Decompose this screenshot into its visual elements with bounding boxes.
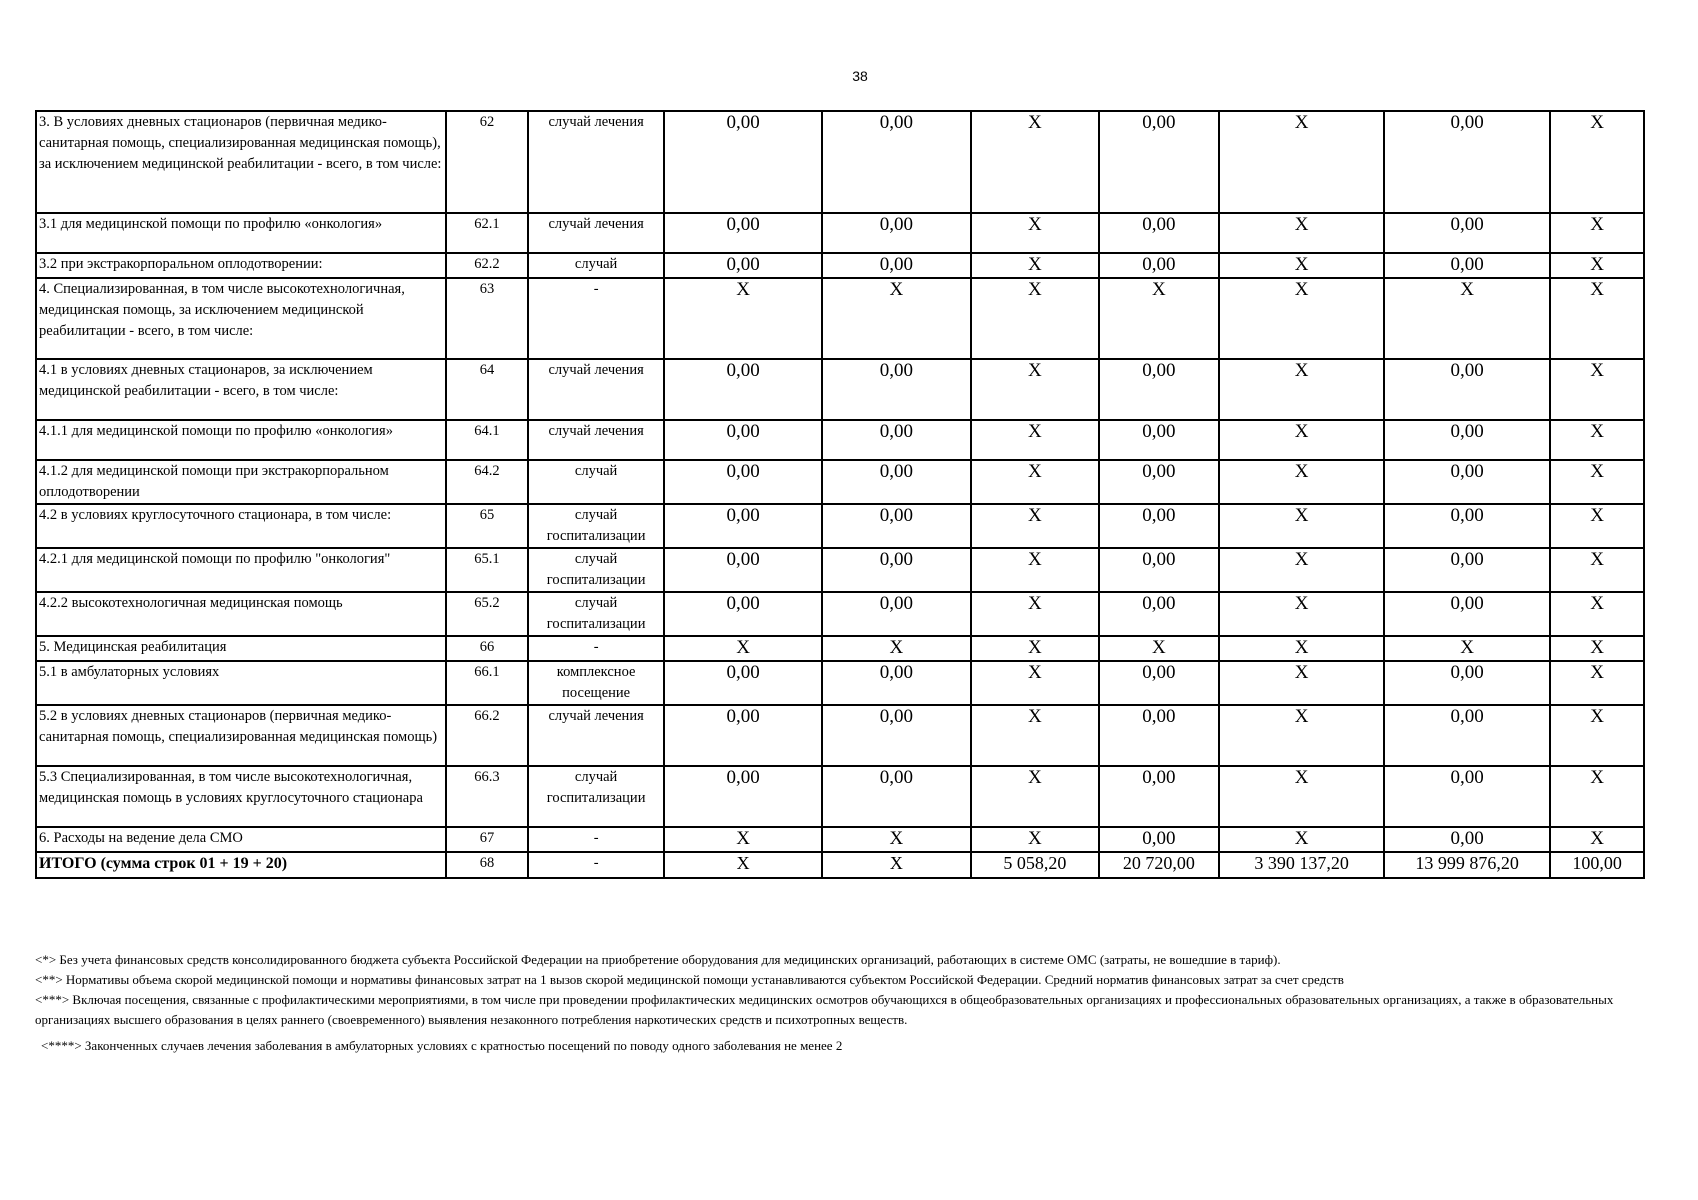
value-cell: 0,00 — [1384, 661, 1550, 705]
table-row — [36, 548, 1644, 592]
value-cell: X — [1219, 548, 1384, 592]
table-row — [36, 460, 1644, 504]
value-cell: X — [971, 661, 1099, 705]
value-cell: X — [1219, 827, 1384, 852]
value-cell: X — [1219, 705, 1384, 766]
value-cell: 0,00 — [1099, 420, 1219, 460]
row-code-cell: 67 — [446, 827, 528, 852]
value-cell: X — [822, 636, 971, 661]
value-cell: X — [1550, 111, 1644, 213]
value-cell: X — [1550, 504, 1644, 548]
value-cell: X — [1219, 278, 1384, 359]
value-cell: 0,00 — [1099, 213, 1219, 253]
row-name-cell: 5.2 в условиях дневных стационаров (первичная медико-санитарная помощь, специализированная медицинская помощь) — [36, 705, 446, 766]
footnote-1: <*> Без учета финансовых средств консолидированного бюджета субъекта Российской Федерации на приобретение оборудования для медицинских организаций, работающих в системе ОМС (затраты, не вошедшие в тариф). — [35, 952, 1281, 967]
row-unit-cell: случай лечения — [528, 359, 664, 420]
value-cell: 0,00 — [1099, 504, 1219, 548]
value-cell: X — [822, 852, 971, 878]
value-cell: X — [971, 766, 1099, 827]
row-unit-cell: случай госпитализации — [528, 548, 664, 592]
value-cell: 0,00 — [822, 420, 971, 460]
value-cell: 0,00 — [664, 359, 822, 420]
value-cell: 0,00 — [822, 548, 971, 592]
value-cell: X — [1550, 661, 1644, 705]
value-cell: X — [1219, 636, 1384, 661]
value-cell: 0,00 — [1384, 827, 1550, 852]
row-name-cell: 4.2.2 высокотехнологичная медицинская помощь — [36, 592, 446, 636]
value-cell: 0,00 — [1099, 661, 1219, 705]
table-row — [36, 661, 1644, 705]
value-cell: 3 390 137,20 — [1219, 852, 1384, 878]
row-name-cell: 4.1.1 для медицинской помощи по профилю «онкология» — [36, 420, 446, 460]
value-cell: 0,00 — [822, 359, 971, 420]
row-unit-cell: случай лечения — [528, 111, 664, 213]
row-name-cell: ИТОГО (сумма строк 01 + 19 + 20) — [36, 852, 446, 878]
value-cell: X — [971, 504, 1099, 548]
table-row — [36, 705, 1644, 766]
row-code-cell: 64.1 — [446, 420, 528, 460]
value-cell: 0,00 — [1384, 111, 1550, 213]
value-cell: X — [1550, 636, 1644, 661]
row-code-cell: 64 — [446, 359, 528, 420]
row-code-cell: 66.3 — [446, 766, 528, 827]
value-cell: X — [1550, 420, 1644, 460]
value-cell: 0,00 — [664, 253, 822, 278]
value-cell: X — [1219, 213, 1384, 253]
value-cell: 0,00 — [1384, 460, 1550, 504]
value-cell: 0,00 — [822, 253, 971, 278]
value-cell: X — [1219, 592, 1384, 636]
value-cell: 0,00 — [822, 592, 971, 636]
value-cell: X — [1550, 827, 1644, 852]
row-name-cell: 4.1 в условиях дневных стационаров, за исключением медицинской реабилитации - всего, в том числе: — [36, 359, 446, 420]
value-cell: 0,00 — [664, 420, 822, 460]
value-cell: 100,00 — [1550, 852, 1644, 878]
value-cell: 20 720,00 — [1099, 852, 1219, 878]
value-cell: X — [1099, 636, 1219, 661]
value-cell: X — [971, 592, 1099, 636]
value-cell: 0,00 — [664, 705, 822, 766]
value-cell: X — [822, 827, 971, 852]
value-cell: 0,00 — [1384, 705, 1550, 766]
value-cell: X — [1550, 359, 1644, 420]
table-row — [36, 766, 1644, 827]
row-unit-cell: случай — [528, 460, 664, 504]
footnote-2: <**> Нормативы объема скорой медицинской помощи и нормативы финансовых затрат на 1 вызов скорой медицинской помощи устанавливаются субъектом Российской Федерации. Средний норматив финансовых затрат за счет средств — [35, 972, 1344, 987]
value-cell: 0,00 — [1384, 213, 1550, 253]
row-name-cell: 3. В условиях дневных стационаров (первичная медико-санитарная помощь, специализированная медицинская помощь), за исключением медицинской реабилитации - всего, в том числе: — [36, 111, 446, 213]
row-unit-cell: - — [528, 278, 664, 359]
footnote-4: <****> Законченных случаев лечения заболевания в амбулаторных условиях с кратностью посещений по поводу одного заболевания не менее 2 — [41, 1038, 843, 1053]
value-cell: X — [1219, 111, 1384, 213]
value-cell: X — [664, 852, 822, 878]
value-cell: X — [1219, 420, 1384, 460]
row-unit-cell: случай госпитализации — [528, 504, 664, 548]
row-name-cell: 4.2 в условиях круглосуточного стационара, в том числе: — [36, 504, 446, 548]
value-cell: 0,00 — [664, 504, 822, 548]
table-row — [36, 359, 1644, 420]
table-row — [36, 111, 1644, 213]
value-cell: X — [1219, 504, 1384, 548]
value-cell: X — [1550, 705, 1644, 766]
value-cell: X — [1219, 359, 1384, 420]
row-code-cell: 65.2 — [446, 592, 528, 636]
value-cell: 0,00 — [1384, 548, 1550, 592]
data-table — [35, 110, 1645, 879]
row-name-cell: 6. Расходы на ведение дела СМО — [36, 827, 446, 852]
value-cell: 0,00 — [664, 548, 822, 592]
row-unit-cell: - — [528, 636, 664, 661]
value-cell: 0,00 — [1099, 766, 1219, 827]
value-cell: X — [971, 253, 1099, 278]
value-cell: 0,00 — [1099, 253, 1219, 278]
value-cell: X — [1550, 592, 1644, 636]
value-cell: X — [971, 420, 1099, 460]
value-cell: X — [971, 460, 1099, 504]
value-cell: 0,00 — [1384, 359, 1550, 420]
footnote-3: <***> Включая посещения, связанные с профилактическими мероприятиями, в том числе при проведении профилактических медицинских осмотров обучающихся в общеобразовательных организациях и профессиональных образовательных организациях, а также в образовательных организациях высшего образования в целях раннего (своевременного) выявления незаконного потребления наркотических средств и психотропных веществ. — [35, 992, 1614, 1027]
value-cell: X — [971, 111, 1099, 213]
page-number: 38 — [852, 68, 868, 84]
row-name-cell: 3.2 при экстракорпоральном оплодотворении: — [36, 253, 446, 278]
row-unit-cell: случай лечения — [528, 420, 664, 460]
row-unit-cell: комплексное посещение — [528, 661, 664, 705]
row-code-cell: 68 — [446, 852, 528, 878]
value-cell: X — [971, 213, 1099, 253]
row-code-cell: 63 — [446, 278, 528, 359]
value-cell: 0,00 — [664, 766, 822, 827]
row-name-cell: 5.1 в амбулаторных условиях — [36, 661, 446, 705]
table-row — [36, 213, 1644, 253]
row-unit-cell: случай госпитализации — [528, 766, 664, 827]
value-cell: 0,00 — [1384, 504, 1550, 548]
value-cell: X — [1219, 460, 1384, 504]
value-cell: 0,00 — [1099, 705, 1219, 766]
row-name-cell: 5. Медицинская реабилитация — [36, 636, 446, 661]
value-cell: 0,00 — [664, 661, 822, 705]
value-cell: X — [664, 827, 822, 852]
row-code-cell: 62 — [446, 111, 528, 213]
value-cell: 0,00 — [1099, 460, 1219, 504]
row-name-cell: 4. Специализированная, в том числе высокотехнологичная, медицинская помощь, за исключением медицинской реабилитации - всего, в том числе: — [36, 278, 446, 359]
row-code-cell: 66.1 — [446, 661, 528, 705]
value-cell: 0,00 — [822, 111, 971, 213]
row-unit-cell: случай лечения — [528, 705, 664, 766]
value-cell: X — [1550, 766, 1644, 827]
value-cell: 0,00 — [1384, 766, 1550, 827]
value-cell: 0,00 — [822, 661, 971, 705]
value-cell: 0,00 — [1099, 359, 1219, 420]
value-cell: 0,00 — [1099, 592, 1219, 636]
value-cell: X — [1384, 636, 1550, 661]
value-cell: X — [1550, 253, 1644, 278]
row-code-cell: 62.1 — [446, 213, 528, 253]
row-unit-cell: - — [528, 852, 664, 878]
value-cell: 0,00 — [822, 766, 971, 827]
value-cell: X — [1219, 253, 1384, 278]
value-cell: 0,00 — [1099, 827, 1219, 852]
value-cell: X — [664, 636, 822, 661]
row-code-cell: 65 — [446, 504, 528, 548]
row-code-cell: 66.2 — [446, 705, 528, 766]
value-cell: X — [971, 278, 1099, 359]
value-cell: 0,00 — [1099, 548, 1219, 592]
row-name-cell: 4.2.1 для медицинской помощи по профилю "онкология" — [36, 548, 446, 592]
table-row — [36, 592, 1644, 636]
value-cell: X — [971, 359, 1099, 420]
row-unit-cell: - — [528, 827, 664, 852]
value-cell: 0,00 — [822, 705, 971, 766]
table-row — [36, 253, 1644, 278]
value-cell: 0,00 — [822, 213, 971, 253]
value-cell: 0,00 — [1384, 253, 1550, 278]
table-row — [36, 636, 1644, 661]
row-name-cell: 3.1 для медицинской помощи по профилю «онкология» — [36, 213, 446, 253]
row-code-cell: 66 — [446, 636, 528, 661]
value-cell: X — [971, 548, 1099, 592]
table-body — [36, 111, 1644, 878]
value-cell: 13 999 876,20 — [1384, 852, 1550, 878]
row-name-cell: 4.1.2 для медицинской помощи при экстракорпоральном оплодотворении — [36, 460, 446, 504]
table-row — [36, 504, 1644, 548]
value-cell: 0,00 — [664, 592, 822, 636]
value-cell: X — [1099, 278, 1219, 359]
value-cell: X — [1550, 278, 1644, 359]
value-cell: 0,00 — [664, 213, 822, 253]
value-cell: 5 058,20 — [971, 852, 1099, 878]
value-cell: 0,00 — [1384, 592, 1550, 636]
value-cell: X — [664, 278, 822, 359]
value-cell: X — [971, 636, 1099, 661]
value-cell: 0,00 — [664, 111, 822, 213]
value-cell: X — [1384, 278, 1550, 359]
row-unit-cell: случай госпитализации — [528, 592, 664, 636]
value-cell: 0,00 — [1384, 420, 1550, 460]
value-cell: X — [1219, 766, 1384, 827]
value-cell: 0,00 — [1099, 111, 1219, 213]
table-row — [36, 827, 1644, 852]
row-code-cell: 64.2 — [446, 460, 528, 504]
table-row — [36, 278, 1644, 359]
row-unit-cell: случай лечения — [528, 213, 664, 253]
row-unit-cell: случай — [528, 253, 664, 278]
value-cell: X — [1550, 213, 1644, 253]
table-row — [36, 420, 1644, 460]
value-cell: X — [1550, 460, 1644, 504]
value-cell: 0,00 — [822, 504, 971, 548]
value-cell: X — [971, 705, 1099, 766]
value-cell: X — [1550, 548, 1644, 592]
row-code-cell: 65.1 — [446, 548, 528, 592]
table-row — [36, 852, 1644, 878]
value-cell: 0,00 — [664, 460, 822, 504]
row-name-cell: 5.3 Специализированная, в том числе высокотехнологичная, медицинская помощь в условиях круглосуточного стационара — [36, 766, 446, 827]
value-cell: X — [1219, 661, 1384, 705]
footnotes — [35, 950, 1665, 1056]
value-cell: X — [971, 827, 1099, 852]
value-cell: 0,00 — [822, 460, 971, 504]
value-cell: X — [822, 278, 971, 359]
row-code-cell: 62.2 — [446, 253, 528, 278]
